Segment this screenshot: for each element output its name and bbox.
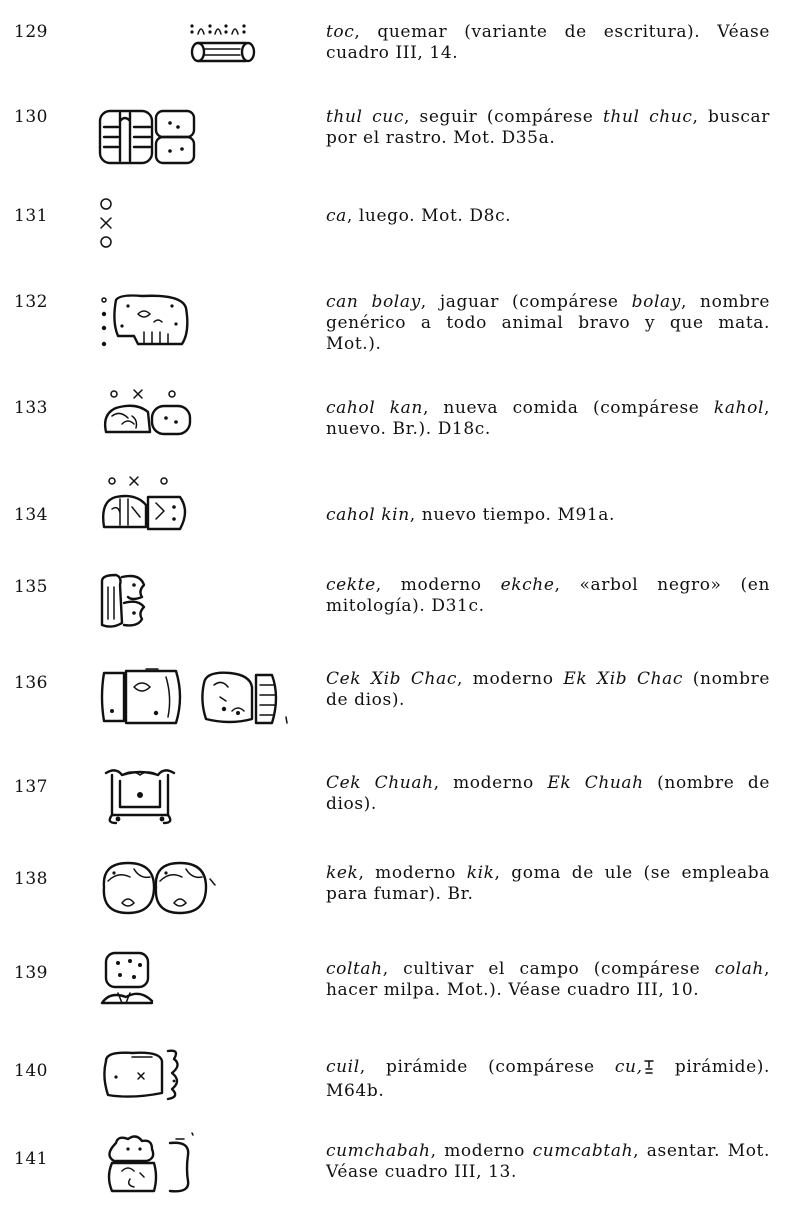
glyph-cuil-icon — [102, 1047, 186, 1103]
entry-definition — [326, 22, 770, 64]
glyph-can-bolay-icon — [98, 292, 194, 352]
entry-definition: ca, luego. Mot. D8c. — [326, 206, 512, 226]
entry-number: 139 — [14, 963, 48, 983]
glyph-cahol-kin-icon — [100, 475, 194, 535]
glyph-cek-chuah-icon — [102, 765, 178, 827]
glyph-kek-icon — [100, 859, 218, 917]
entry-number: 134 — [14, 505, 48, 525]
entry-number: 129 — [14, 22, 48, 42]
glyph-ca-icon — [96, 196, 116, 256]
glyph-cahol-kan-icon — [102, 388, 194, 440]
entry-number: 130 — [14, 107, 48, 127]
entry-definition: cumchabah, moderno cumcabtah, asentar. Mot. Véase cuadro III, 13. — [326, 1141, 770, 1182]
entry-definition: kek, moderno kik, goma de ule (se empleaba para fumar). Br. — [326, 863, 770, 904]
definition-text: , quemar (variante de escritura). Véase cuadro III, 14. — [326, 22, 770, 63]
glyph-cek-xib-chac-icon — [100, 667, 292, 729]
entry-definition: cahol kan, nueva comida (compárese kahol, nuevo. Br.). D18c. — [326, 398, 770, 439]
entry-definition: Cek Chuah, moderno Ek Chuah (nombre de dios). — [326, 773, 770, 814]
entry-number: 131 — [14, 206, 48, 226]
glyph-thul-cuc-icon — [98, 107, 198, 167]
entry-definition: can bolay, jaguar (compárese bolay, nombre genérico a todo animal bravo y que mata. Mot.). — [326, 292, 770, 354]
glyph-cekte-icon — [98, 573, 150, 631]
headword: toc — [326, 22, 355, 42]
entry-definition: coltah, cultivar el campo (compárese colah, hacer milpa. Mot.). Véase cuadro III, 10. — [326, 959, 770, 1000]
entry-number: 137 — [14, 777, 48, 797]
inline-glyph-icon — [644, 1059, 654, 1081]
entry-definition: cuil, pirámide (compárese cu, pirámide). M64b. — [326, 1057, 770, 1101]
entry-definition: cekte, moderno ekche, «arbol negro» (en mitología). D31c. — [326, 575, 770, 616]
entry-number: 136 — [14, 673, 48, 693]
entry-number: 141 — [14, 1149, 48, 1169]
entry-definition: Cek Xib Chac, moderno Ek Xib Chac (nombre de dios). — [326, 669, 770, 710]
entry-definition: cahol kin, nuevo tiempo. M91a. — [326, 505, 616, 525]
entry-definition: thul cuc, seguir (compárese thul chuc, buscar por el rastro. Mot. D35a. — [326, 107, 770, 148]
entry-number: 133 — [14, 398, 48, 418]
glyph-coltah-icon — [100, 949, 156, 1011]
entry-number: 140 — [14, 1061, 48, 1081]
entry-number: 132 — [14, 292, 48, 312]
entry-number: 138 — [14, 869, 48, 889]
entry-number: 135 — [14, 577, 48, 597]
glyph-cumchabah-icon — [100, 1131, 200, 1199]
glyph-toc-icon — [188, 22, 263, 68]
